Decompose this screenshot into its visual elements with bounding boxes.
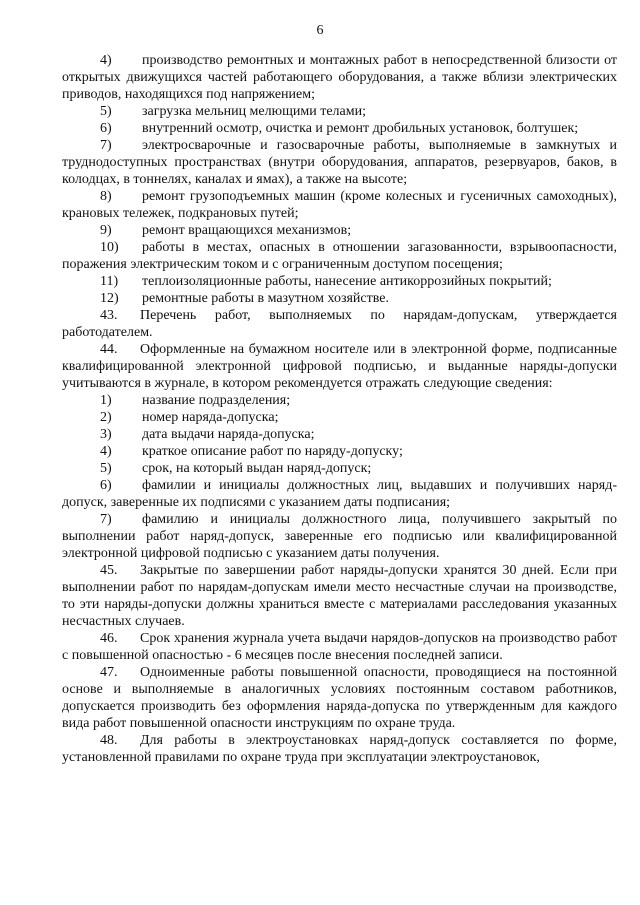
item-text: ремонт грузоподъемных машин (кроме колесных и гусеничных самоходных), крановых тележек, подкрановых путей; (62, 189, 617, 221)
item-number: 6) (100, 478, 112, 493)
item-text: электросварочные и газосварочные работы, выполняемые в замкнутых и труднодоступных пространствах (внутри оборудования, аппаратов, резервуаров, баков, в колодцах, в тоннелях, каналах и ямах), а также на высоте; (62, 138, 617, 187)
clause-text: Перечень работ, выполняемых по нарядам-допускам, утверждается работодателем. (62, 308, 617, 340)
list-item (62, 239, 617, 273)
item-number: 7) (100, 138, 112, 153)
item-text: производство ремонтных и монтажных работ в непосредственной близости от открытых движущихся частей работающего оборудования, а также вблизи электрических приводов, находящихся под напряжением; (62, 53, 617, 102)
item-text: фамилию и инициалы должностного лица, получившего закрытый по выполнении работ наряд-допуск, заверенные его подписью или квалифицированной электронной цифровой подписью с указанием даты получения. (62, 512, 617, 561)
clause-text: Закрытые по завершении работ наряды-допуски хранятся 30 дней. Если при выполнении работ по нарядам-допускам имели место несчастные случаи на производстве, то эти наряды-допуски должны храниться вместе с материалами расследования указанных несчастных случаев. (62, 563, 617, 629)
list-item (62, 137, 617, 188)
list-item (62, 188, 617, 222)
clause-number: 45. (100, 563, 118, 578)
list-item (62, 392, 617, 409)
item-number: 11) (100, 274, 119, 289)
clause-paragraph (62, 307, 617, 341)
clause-paragraph (62, 664, 617, 732)
list-item (62, 426, 617, 443)
list-item (62, 273, 617, 290)
item-number: 9) (100, 223, 112, 238)
item-text: ремонтные работы в мазутном хозяйстве. (142, 291, 390, 306)
clause-number: 47. (100, 665, 118, 680)
item-number: 4) (100, 444, 112, 459)
list-item (62, 460, 617, 477)
item-text: внутренний осмотр, очистка и ремонт дробильных установок, болтушек; (142, 121, 579, 136)
item-text: дата выдачи наряда-допуска; (142, 427, 315, 442)
item-text: название подразделения; (142, 393, 291, 408)
item-number: 7) (100, 512, 112, 527)
list-item (62, 52, 617, 103)
list-item (62, 222, 617, 239)
item-text: загрузка мельниц мелющими телами; (142, 104, 366, 119)
item-text: номер наряда-допуска; (142, 410, 279, 425)
list-item (62, 103, 617, 120)
item-text: ремонт вращающихся механизмов; (142, 223, 352, 238)
list-item (62, 443, 617, 460)
clause-paragraph (62, 732, 617, 766)
item-text: краткое описание работ по наряду-допуску; (142, 444, 403, 459)
item-number: 6) (100, 121, 112, 136)
clause-text: Одноименные работы повышенной опасности, проводящиеся на постоянной основе и выполняемые в аналогичных условиях постоянным составом работников, допускается производить без оформления наряда-допуска по утвержденным для каждого вида работ повышенной опасности инструкциям по охране труда. (62, 665, 617, 731)
document-body (62, 52, 617, 766)
list-item (62, 120, 617, 137)
item-number: 5) (100, 461, 112, 476)
item-number: 12) (100, 291, 119, 306)
list-item (62, 290, 617, 307)
item-text: фамилии и инициалы должностных лиц, выдавших и получивших наряд-допуск, заверенные их подписями с указанием даты подписания; (62, 478, 617, 510)
clause-text: Срок хранения журнала учета выдачи нарядов-допусков на производство работ с повышенной опасностью - 6 месяцев после внесения последней записи. (62, 631, 617, 663)
item-number: 3) (100, 427, 112, 442)
clause-paragraph (62, 341, 617, 392)
list-item (62, 409, 617, 426)
list-item (62, 477, 617, 511)
page-number: 6 (316, 23, 324, 38)
clause-text: Оформленные на бумажном носителе или в электронной форме, подписанные квалифицированной электронной цифровой подписью, и выданные наряды-допуски учитываются в журнале, в котором рекомендуется отражать следующие сведения: (62, 342, 617, 391)
item-number: 1) (100, 393, 112, 408)
item-number: 8) (100, 189, 112, 204)
item-number: 2) (100, 410, 112, 425)
clause-number: 46. (100, 631, 118, 646)
item-number: 4) (100, 53, 112, 68)
item-text: теплоизоляционные работы, нанесение антикоррозийных покрытий; (142, 274, 552, 289)
clause-paragraph (62, 630, 617, 664)
item-text: срок, на который выдан наряд-допуск; (142, 461, 372, 476)
item-number: 10) (100, 240, 119, 255)
item-text: работы в местах, опасных в отношении загазованности, взрывоопасности, поражения электрическим током и с ограниченным доступом посещения; (62, 240, 617, 272)
list-item (62, 511, 617, 562)
clause-paragraph (62, 562, 617, 630)
clause-number: 48. (100, 733, 118, 748)
clause-number: 44. (100, 342, 118, 357)
item-number: 5) (100, 104, 112, 119)
clause-number: 43. (100, 308, 118, 323)
clause-text: Для работы в электроустановках наряд-допуск составляется по форме, установленной правилами по охране труда при эксплуатации электроустановок, (62, 733, 617, 765)
